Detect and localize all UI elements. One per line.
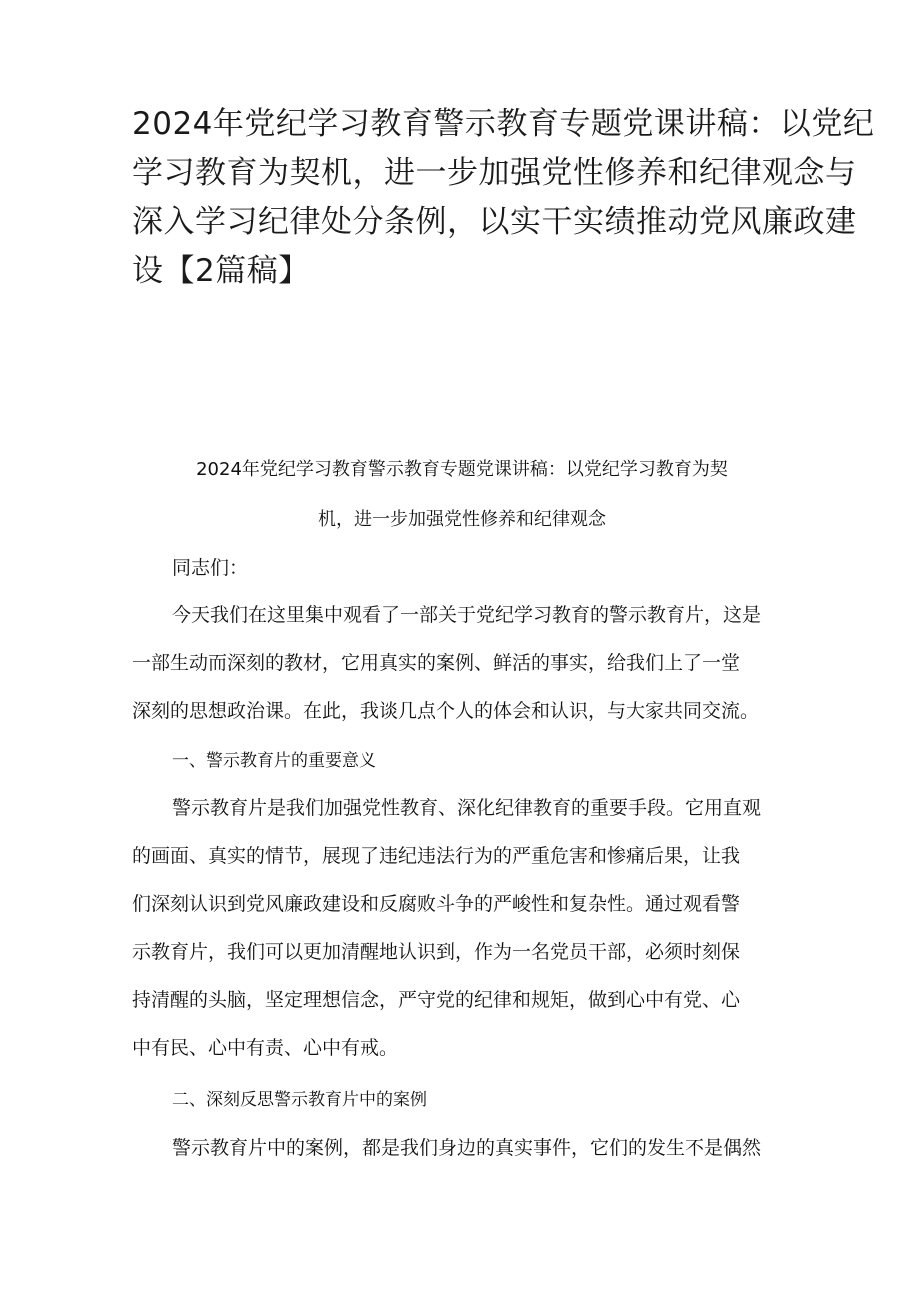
section-heading: 一、警示教育片的重要意义: [172, 751, 376, 771]
paragraph-line: 今天我们在这里集中观看了一部关于党纪学习教育的警示教育片，这是: [172, 604, 762, 626]
paragraph-line: 的画面、真实的情节，展现了违纪违法行为的严重危害和惨痛后果，让我: [132, 845, 741, 867]
cover-title-line: 设【2篇稿】: [132, 253, 310, 289]
document-title-line: 机，进一步加强党性修养和纪律观念: [318, 509, 606, 530]
paragraph-line: 持清醒的头脑，坚定理想信念，严守党的纪律和规矩，做到心中有党、心: [132, 989, 741, 1011]
paragraph-line: 中有民、心中有责、心中有戒。: [132, 1037, 399, 1059]
cover-title: [132, 100, 875, 296]
section-heading: 二、深刻反思警示教育片中的案例: [172, 1090, 427, 1110]
paragraph-line: 深刻的思想政治课。在此，我谈几点个人的体会和认识，与大家共同交流。: [132, 700, 760, 722]
paragraph-line: 一部生动而深刻的教材，它用真实的案例、鲜活的事实，给我们上了一堂: [132, 652, 741, 674]
paragraph-line: 警示教育片是我们加强党性教育、深化纪律教育的重要手段。它用直观: [172, 797, 762, 819]
salutation: 同志们：: [172, 557, 249, 579]
cover-title-line: 2024年党纪学习教育警示教育专题党课讲稿：以党纪: [132, 106, 875, 142]
cover-title-line: 深入学习纪律处分条例，以实干实绩推动党风廉政建: [132, 204, 857, 240]
cover-title-line: 学习教育为契机，进一步加强党性修养和纪律观念与: [132, 155, 857, 191]
paragraph-line: 警示教育片中的案例，都是我们身边的真实事件，它们的发生不是偶然: [172, 1137, 762, 1159]
document-title-line: 2024年党纪学习教育警示教育专题党课讲稿：以党纪学习教育为契: [196, 459, 728, 480]
paragraph-line: 们深刻认识到党风廉政建设和反腐败斗争的严峻性和复杂性。通过观看警: [132, 893, 741, 915]
paragraph-line: 示教育片，我们可以更加清醒地认识到，作为一名党员干部，必须时刻保: [132, 941, 741, 963]
